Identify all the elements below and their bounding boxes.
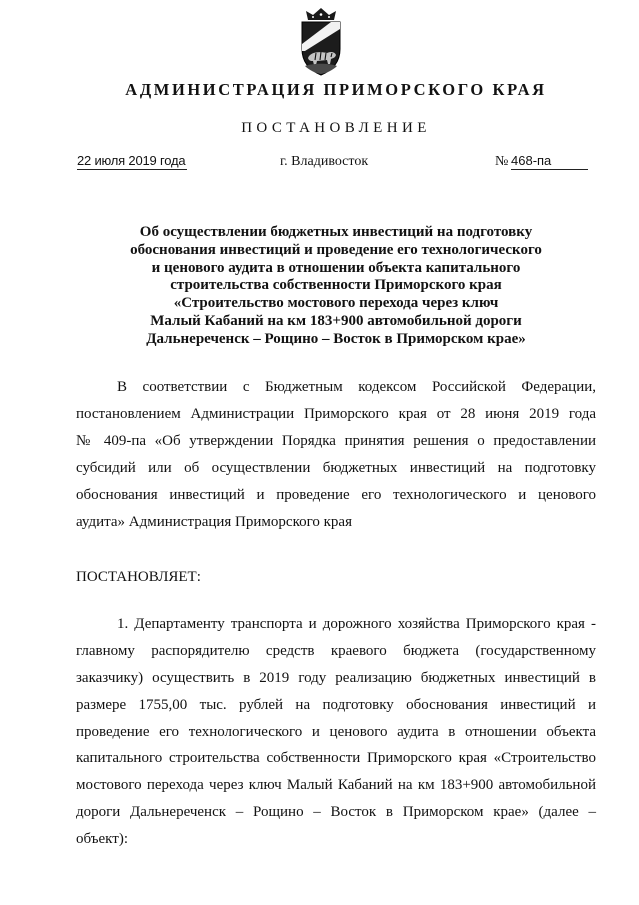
item-1-line: капитального строительства собственности Приморского края «Строительство: [76, 750, 596, 767]
title-line: Об осуществлении бюджетных инвестиций на подготовку: [139, 224, 533, 240]
resolution-heading: ПОСТАНОВЛЯЕТ:: [76, 569, 201, 585]
item-1-line: объект):: [76, 831, 128, 848]
item-1-line: мостового перехода через ключ Малый Кабаний на км 183+900 автомобильной: [76, 777, 596, 794]
document-city: г. Владивосток: [280, 154, 369, 169]
document-date: 22 июля 2019 года: [77, 153, 186, 168]
title-line: и ценового аудита в отношении объекта капитального: [151, 259, 521, 276]
item-1-line: дороги Дальнереченск – Рощино – Восток в Приморском крае» (далее –: [76, 804, 596, 821]
document-title: [76, 224, 596, 349]
document-type: ПОСТАНОВЛЕНИЕ: [241, 120, 431, 136]
preamble-line: постановлением Администрации Приморского края от 28 июня 2019 года: [76, 406, 596, 422]
title-line: Дальнереченск – Рощино – Восток в Приморском крае»: [146, 330, 526, 347]
item-1-line: размере 1755,00 тыс. рублей на подготовку обоснования инвестиций и: [76, 696, 596, 713]
item-1-paragraph: [76, 611, 596, 853]
preamble-line: субсидий или об осуществлении бюджетных инвестиций на подготовку: [76, 460, 596, 476]
title-line: «Строительство мостового перехода через ключ: [173, 295, 499, 312]
preamble-line: В соответствии с Бюджетным кодексом Российской Федерации,: [117, 379, 596, 395]
item-1-line: заказчику) осуществить в 2019 году реализацию бюджетных инвестиций в: [76, 669, 596, 686]
coat-of-arms-icon: [297, 7, 345, 77]
organization-name: АДМИНИСТРАЦИЯ ПРИМОРСКОГО КРАЯ: [125, 80, 547, 99]
preamble-line: обоснования инвестиций и проведение его технологического и ценового: [76, 487, 596, 503]
preamble-line: № 409-па «Об утверждении Порядка принятия решения о предоставлении: [76, 433, 596, 449]
title-line: Малый Кабаний на км 183+900 автомобильной дороги: [150, 312, 522, 329]
title-line: обоснования инвестиций и проведение его технологического: [130, 241, 542, 258]
number-sign: №: [495, 154, 509, 169]
item-1-line: проведение его технологического и ценового аудита в отношении объекта: [76, 723, 596, 740]
preamble-line: аудита» Администрация Приморского края: [76, 514, 352, 530]
item-1-line: 1. Департаменту транспорта и дорожного хозяйства Приморского края -: [117, 616, 596, 632]
item-1-line: главному распорядителю средств краевого бюджета (государственному: [76, 642, 596, 659]
title-line: строительства собственности Приморского края: [170, 277, 502, 294]
document-number: 468-па: [511, 154, 588, 170]
preamble-paragraph: [76, 374, 596, 536]
